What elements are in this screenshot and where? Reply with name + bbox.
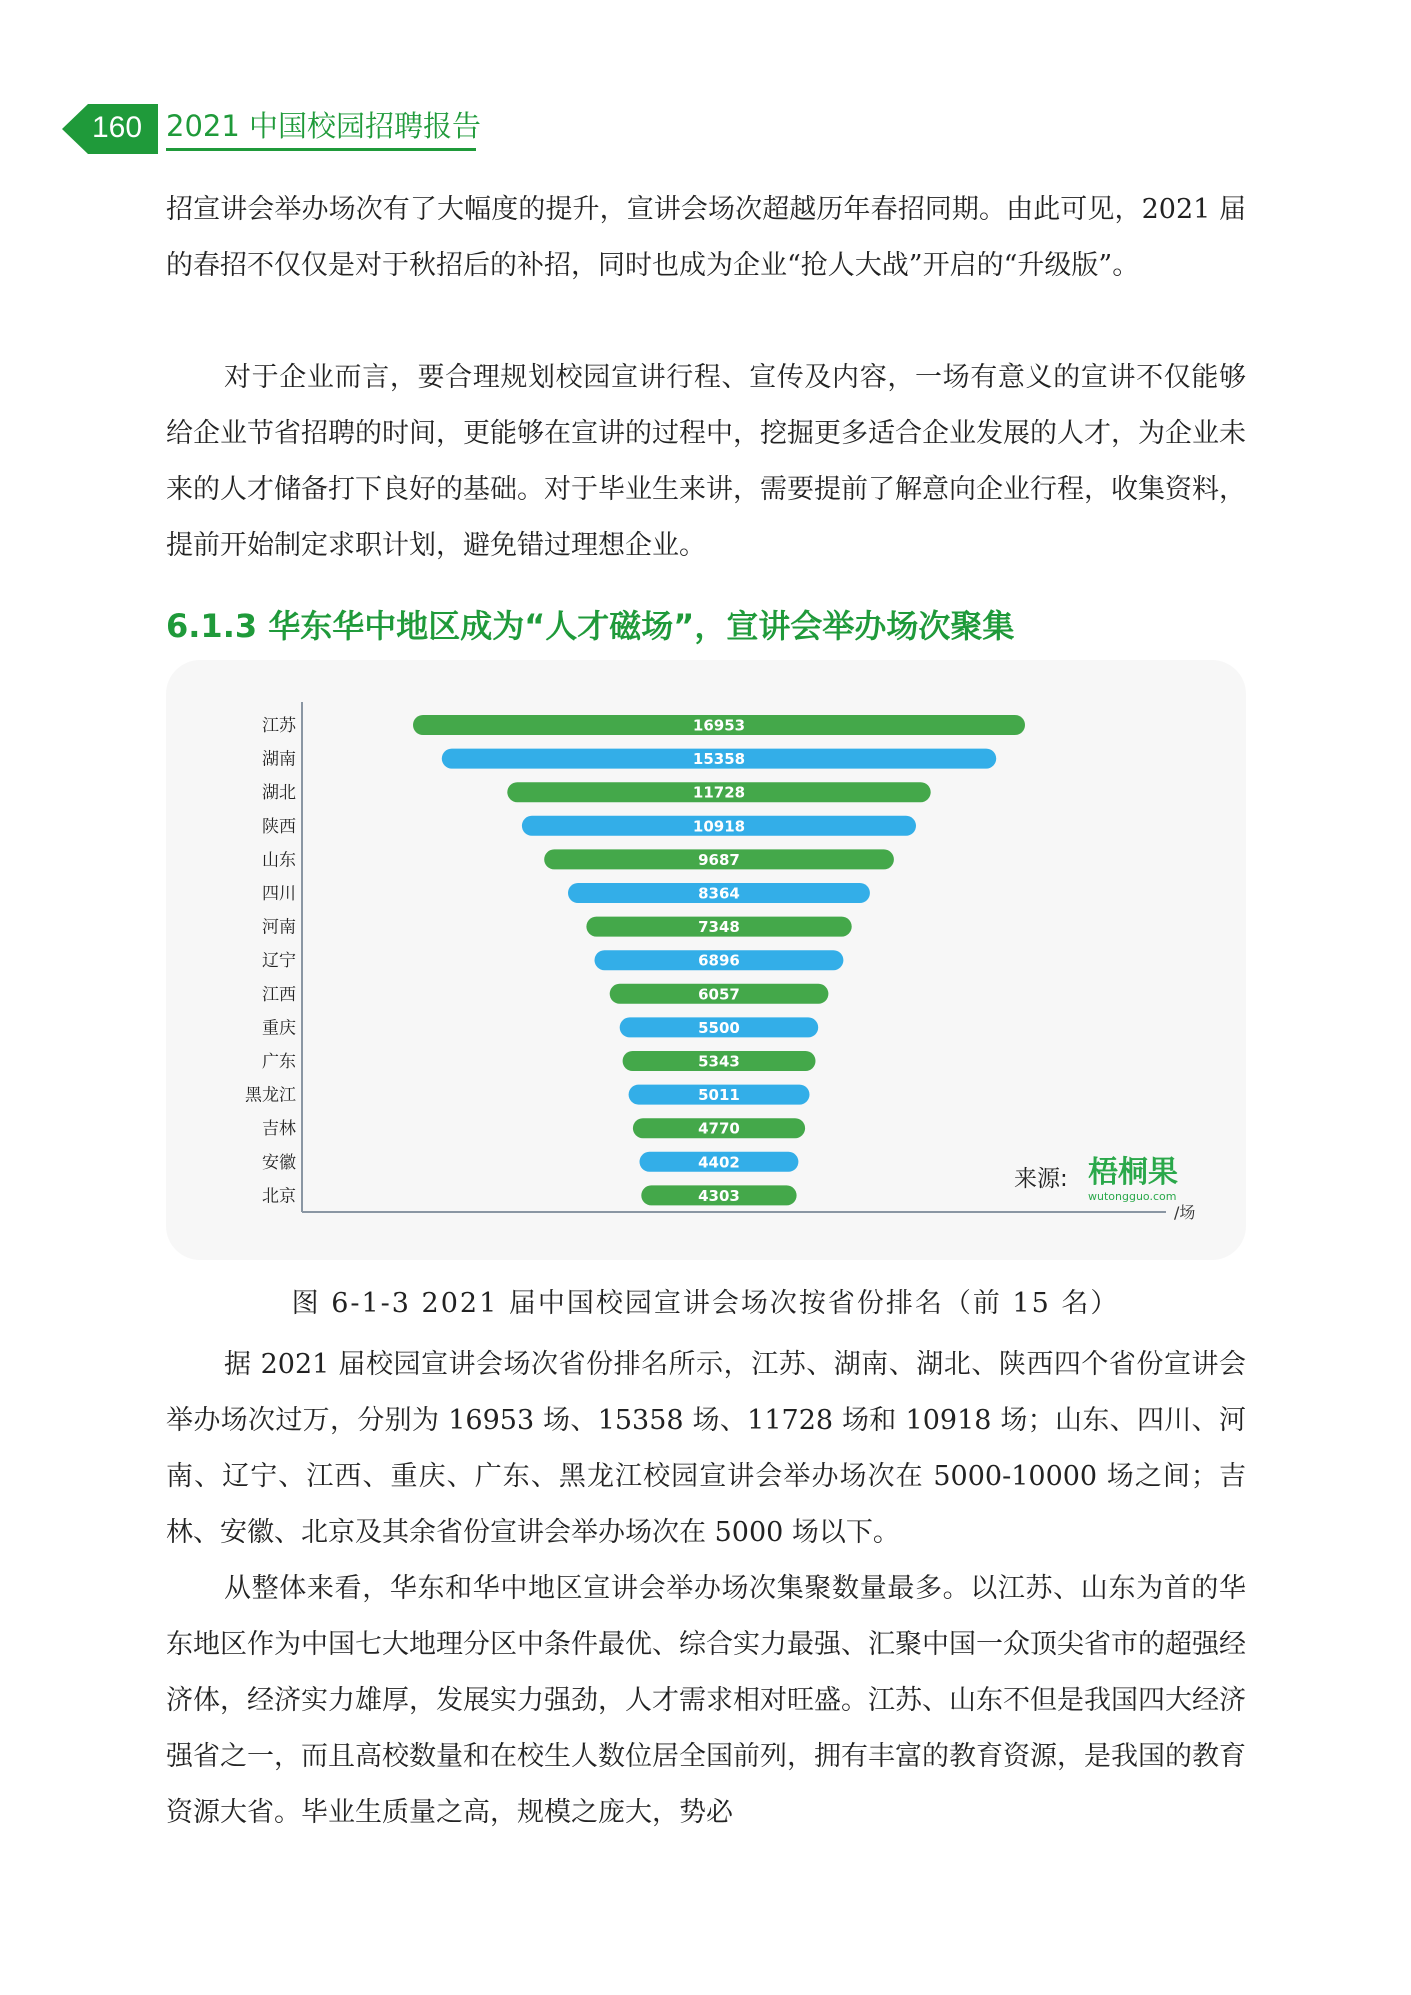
data-label-4: 10918 (692, 817, 746, 836)
category-label-4: 陕西 (262, 816, 296, 837)
category-label-12: 黑龙江 (245, 1085, 296, 1106)
data-label-10: 5500 (698, 1018, 740, 1037)
data-label-13: 4770 (698, 1119, 740, 1138)
data-label-9: 6057 (698, 985, 740, 1004)
data-label-8: 6896 (698, 951, 740, 970)
report-title: 2021 中国校园招聘报告 (166, 109, 482, 143)
data-label-11: 5343 (698, 1052, 740, 1071)
category-label-11: 广东 (262, 1052, 296, 1072)
page-number: 160 (92, 111, 143, 144)
category-label-2: 湖南 (262, 749, 296, 770)
category-label-1: 江苏 (262, 716, 296, 736)
data-label-15: 4303 (698, 1186, 740, 1205)
category-label-7: 河南 (262, 917, 296, 938)
data-label-2: 15358 (692, 750, 746, 769)
data-label-1: 16953 (692, 716, 746, 735)
data-label-14: 4402 (698, 1153, 740, 1172)
bar-chart (166, 660, 1246, 1260)
data-label-5: 9687 (698, 850, 740, 869)
data-label-12: 5011 (698, 1086, 740, 1105)
category-label-5: 山东 (262, 850, 296, 871)
paragraph-2: 对于企业而言，要合理规划校园宣讲行程、宣传及内容，一场有意义的宣讲不仅能够给企业节省招聘的时间，更能够在宣讲的过程中，挖掘更多适合企业发展的人才，为企业未来的人才储备打下良好的基础。对于毕业生来讲，需要提前了解意向企业行程，收集资料，提前开始制定求职计划，避免错过理想企业。 (166, 362, 1246, 561)
header-underline (166, 148, 476, 151)
paragraph-4: 从整体来看，华东和华中地区宣讲会举办场次集聚数量最多。以江苏、山东为首的华东地区作为中国七大地理分区中条件最优、综合实力最强、汇聚中国一众顶尖省市的超强经济体，经济实力雄厚，发展实力强劲，人才需求相对旺盛。江苏、山东不但是我国四大经济强省之一，而且高校数量和在校生人数位居全国前列，拥有丰富的教育资源，是我国的教育资源大省。毕业生质量之高，规模之庞大，势必 (166, 1573, 1246, 1828)
x-axis-unit: /场 (1174, 1203, 1196, 1222)
category-label-8: 辽宁 (262, 951, 296, 972)
paragraph-1: 招宣讲会举办场次有了大幅度的提升，宣讲会场次超越历年春招同期。由此可见，2021 届的春招不仅仅是对于秋招后的补招，同时也成为企业“抢人大战”开启的“升级版”。 (166, 194, 1246, 281)
category-label-9: 江西 (262, 984, 296, 1005)
source-label: 来源: (1014, 1166, 1068, 1192)
category-label-15: 北京 (262, 1186, 296, 1207)
category-label-10: 重庆 (262, 1018, 296, 1039)
data-label-7: 7348 (698, 918, 740, 937)
category-label-13: 吉林 (262, 1119, 296, 1140)
data-label-6: 8364 (698, 884, 740, 903)
figure-caption: 图 6-1-3 2021 届中国校园宣讲会场次按省份排名（前 15 名） (291, 1288, 1120, 1319)
paragraph-3: 据 2021 届校园宣讲会场次省份排名所示，江苏、湖南、湖北、陕西四个省份宣讲会举办场次过万，分别为 16953 场、15358 场、11728 场和 10918 场；山东、四川、河南、辽宁、江西、重庆、广东、黑龙江校园宣讲会举办场次在 5000-10000 场之间；吉林、安徽、北京及其余省份宣讲会举办场次在 5000 场以下。 (166, 1349, 1246, 1548)
category-label-6: 四川 (262, 884, 296, 904)
brand-logo: 梧桐果 (1088, 1155, 1178, 1190)
chart-container (166, 660, 1246, 1260)
category-label-3: 湖北 (262, 783, 296, 804)
section-heading: 6.1.3 华东华中地区成为“人才磁场”，宣讲会举办场次聚集 (166, 607, 1015, 645)
data-label-3: 11728 (692, 783, 746, 802)
brand-url: wutongguo.com (1088, 1190, 1177, 1203)
category-label-14: 安徽 (262, 1152, 296, 1173)
